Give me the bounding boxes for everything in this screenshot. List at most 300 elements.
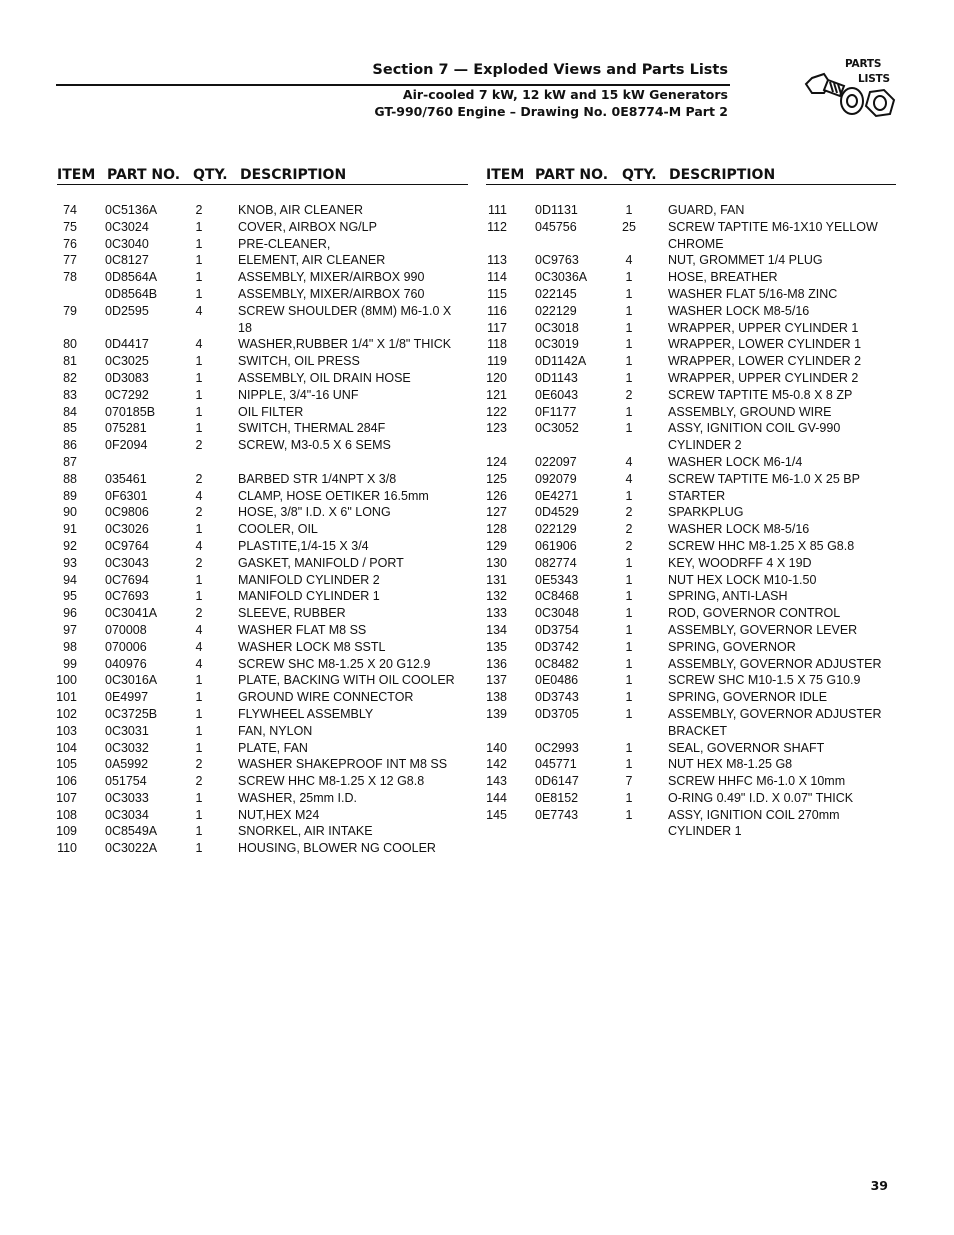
quantity: 1 <box>195 589 203 604</box>
item-number: 126 <box>486 488 507 503</box>
description: ASSEMBLY, GOVERNOR ADJUSTER BRACKET <box>668 706 882 738</box>
badge-line-parts: PARTS <box>845 58 882 70</box>
part-number: 0C7694 <box>105 572 149 587</box>
quantity: 1 <box>625 572 633 587</box>
quantity: 1 <box>625 203 633 217</box>
item-number: 87 <box>63 454 77 469</box>
table-row <box>485 756 898 773</box>
description: GUARD, FAN <box>668 203 745 217</box>
part-number: 035461 <box>105 471 147 486</box>
part-number: 022097 <box>535 454 577 469</box>
item-number: 145 <box>486 807 507 822</box>
description: SCREW SHC M10-1.5 X 75 G10.9 <box>668 673 861 688</box>
table-row <box>485 672 898 689</box>
item-number: 116 <box>487 303 507 318</box>
table-row <box>485 488 898 505</box>
description: SCREW TAPTITE M6-1.0 X 25 BP <box>668 471 860 486</box>
table-row <box>55 219 468 236</box>
quantity: 4 <box>195 622 203 637</box>
table-row <box>55 336 468 353</box>
quantity: 1 <box>625 757 633 772</box>
part-number: 0C2993 <box>535 740 579 755</box>
quantity: 1 <box>625 690 633 705</box>
item-number: 137 <box>486 673 507 688</box>
quantity: 1 <box>625 354 633 369</box>
table-row <box>485 420 898 454</box>
item-number: 111 <box>487 203 507 217</box>
description: COVER, AIRBOX NG/LP <box>238 219 377 234</box>
table-row <box>55 202 468 219</box>
description: SWITCH, OIL PRESS <box>238 354 360 369</box>
item-number: 119 <box>487 354 507 369</box>
quantity: 1 <box>625 421 633 436</box>
item-number: 135 <box>486 639 507 654</box>
part-number: 0C3052 <box>535 421 579 436</box>
description: SPRING, GOVERNOR IDLE <box>668 690 828 705</box>
description: SCREW SHC M8-1.25 X 20 G12.9 <box>238 656 431 671</box>
quantity: 4 <box>195 488 203 503</box>
quantity: 1 <box>625 740 633 755</box>
header-part-no: PART NO. <box>535 167 609 183</box>
part-number: 0C7292 <box>105 387 149 402</box>
table-row <box>485 202 898 219</box>
description: SLEEVE, RUBBER <box>238 606 346 621</box>
quantity: 1 <box>625 639 633 654</box>
part-number: 0C3018 <box>535 320 579 335</box>
item-number: 83 <box>63 387 77 402</box>
table-row <box>485 572 898 589</box>
quantity: 1 <box>625 807 633 822</box>
quantity: 1 <box>195 286 203 301</box>
description: ASSY, IGNITION COIL GV-990 CYLINDER 2 <box>668 421 841 453</box>
quantity: 1 <box>195 253 203 268</box>
description: HOUSING, BLOWER NG COOLER <box>238 841 436 856</box>
description: SPARKPLUG <box>668 505 744 520</box>
quantity: 1 <box>195 219 203 234</box>
item-number: 90 <box>63 505 77 520</box>
quantity: 4 <box>195 538 203 553</box>
table-row <box>55 656 468 673</box>
table-row <box>485 689 898 706</box>
table-row <box>485 773 898 790</box>
description <box>238 454 468 471</box>
item-number: 139 <box>486 706 507 721</box>
quantity: 1 <box>195 841 203 856</box>
description: OIL FILTER <box>238 404 304 419</box>
right-parts-list <box>485 202 898 840</box>
description: O-RING 0.49" I.D. X 0.07" THICK <box>668 790 854 805</box>
header-rule <box>56 84 730 86</box>
quantity: 2 <box>625 522 633 537</box>
item-number: 110 <box>57 841 77 856</box>
part-number: 0D8564B <box>105 286 158 301</box>
part-number: 0D3705 <box>535 706 579 721</box>
description: SCREW HHFC M6-1.0 X 10mm <box>668 774 846 789</box>
quantity: 1 <box>625 320 633 335</box>
item-number: 128 <box>486 522 507 537</box>
table-row <box>55 773 468 790</box>
quantity: 4 <box>195 656 203 671</box>
quantity: 1 <box>625 606 633 621</box>
header-description: DESCRIPTION <box>240 167 347 183</box>
description: STARTER <box>668 488 726 503</box>
table-row <box>55 588 468 605</box>
item-number: 79 <box>63 303 77 318</box>
description: SCREW HHC M8-1.25 X 12 G8.8 <box>238 774 425 789</box>
item-number: 115 <box>487 286 507 301</box>
quantity: 1 <box>625 555 633 570</box>
part-number: 082774 <box>535 555 577 570</box>
part-number: 0C3040 <box>105 236 149 251</box>
item-number: 109 <box>56 824 77 839</box>
description: MANIFOLD CYLINDER 2 <box>238 572 380 587</box>
description: SPRING, ANTI-LASH <box>668 589 788 604</box>
item-number: 101 <box>56 690 77 705</box>
quantity: 2 <box>195 505 203 520</box>
table-row <box>55 370 468 387</box>
item-number: 140 <box>486 740 507 755</box>
table-row <box>485 387 898 404</box>
item-number: 86 <box>63 438 77 453</box>
description: COOLER, OIL <box>238 522 318 537</box>
table-row <box>485 588 898 605</box>
table-row <box>485 320 898 337</box>
quantity: 1 <box>195 572 203 587</box>
header-item: ITEM <box>486 167 525 183</box>
subtitle-drawing: GT-990/760 Engine – Drawing No. 0E8774-M Part 2 <box>374 104 728 119</box>
quantity: 1 <box>195 354 203 369</box>
quantity: 1 <box>195 824 203 839</box>
description: WRAPPER, LOWER CYLINDER 2 <box>668 354 862 369</box>
table-row <box>55 790 468 807</box>
item-number: 108 <box>56 807 77 822</box>
quantity: 1 <box>195 807 203 822</box>
quantity: 1 <box>195 404 203 419</box>
table-row <box>485 622 898 639</box>
item-number: 134 <box>486 622 507 637</box>
item-number: 89 <box>63 488 77 503</box>
table-row <box>55 437 468 454</box>
description: NUT,HEX M24 <box>238 807 320 822</box>
table-row <box>55 269 468 286</box>
quantity: 1 <box>625 706 633 721</box>
description: ASSEMBLY, OIL DRAIN HOSE <box>238 370 411 385</box>
description: WASHER FLAT M8 SS <box>238 622 367 637</box>
item-number: 74 <box>63 203 77 217</box>
part-number: 022145 <box>535 286 577 301</box>
description: ELEMENT, AIR CLEANER <box>238 253 386 268</box>
description: WRAPPER, UPPER CYLINDER 2 <box>668 370 859 385</box>
table-row <box>55 756 468 773</box>
left-parts-list <box>55 202 468 857</box>
table-row <box>55 555 468 572</box>
badge-line-lists: LISTS <box>858 73 890 85</box>
part-number: 0F2094 <box>105 438 148 453</box>
description: NUT HEX LOCK M10-1.50 <box>668 572 817 587</box>
part-number: 0C9806 <box>105 505 149 520</box>
right-column-header <box>486 167 896 185</box>
table-row <box>55 387 468 404</box>
quantity: 1 <box>195 387 203 402</box>
quantity: 4 <box>625 471 633 486</box>
item-number: 121 <box>486 387 507 402</box>
item-number: 132 <box>486 589 507 604</box>
item-number: 102 <box>56 706 77 721</box>
part-number: 0E4997 <box>105 690 149 705</box>
description: FAN, NYLON <box>238 723 313 738</box>
description: NUT HEX M8-1.25 G8 <box>668 757 793 772</box>
description: ASSEMBLY, MIXER/AIRBOX 760 <box>238 286 425 301</box>
section-title: Section 7 — Exploded Views and Parts Lists <box>372 62 728 78</box>
table-row <box>55 236 468 253</box>
header-qty: QTY. <box>622 167 657 183</box>
quantity: 1 <box>195 690 203 705</box>
item-number: 144 <box>486 790 507 805</box>
item-number: 88 <box>63 471 77 486</box>
description: PLATE, FAN <box>238 740 308 755</box>
quantity: 1 <box>195 673 203 688</box>
part-number: 0C9764 <box>105 538 149 553</box>
quantity: 1 <box>195 236 203 251</box>
table-row <box>55 303 468 337</box>
description: WASHER,RUBBER 1/4" X 1/8" THICK <box>238 337 452 352</box>
part-number: 0C3032 <box>105 740 149 755</box>
table-row <box>55 672 468 689</box>
subtitle-generators: Air-cooled 7 kW, 12 kW and 15 kW Generators <box>402 87 728 102</box>
quantity: 1 <box>625 790 633 805</box>
part-number: 022129 <box>535 303 577 318</box>
part-number: 070185B <box>105 404 156 419</box>
item-number: 77 <box>63 253 77 268</box>
part-number: 0C3019 <box>535 337 579 352</box>
part-number: 0A5992 <box>105 757 149 772</box>
quantity: 1 <box>625 370 633 385</box>
part-number: 0E5343 <box>535 572 579 587</box>
item-number: 114 <box>487 270 507 285</box>
part-number: 0C3022A <box>105 841 158 856</box>
part-number: 0C3026 <box>105 522 149 537</box>
item-number: 92 <box>63 538 77 553</box>
description: ROD, GOVERNOR CONTROL <box>668 606 841 621</box>
item-number: 94 <box>63 572 77 587</box>
table-row <box>55 740 468 757</box>
item-number: 117 <box>487 320 507 335</box>
part-number: 0F1177 <box>535 404 577 419</box>
item-number: 118 <box>487 337 507 352</box>
table-row <box>55 538 468 555</box>
part-number: 0D1143 <box>535 370 578 385</box>
quantity: 1 <box>625 337 633 352</box>
item-number: 143 <box>486 774 507 789</box>
item-number: 130 <box>486 555 507 570</box>
part-number: 045756 <box>535 219 577 234</box>
item-number: 106 <box>56 774 77 789</box>
header-qty: QTY. <box>193 167 228 183</box>
table-row <box>485 269 898 286</box>
part-number: 0D3742 <box>535 639 579 654</box>
item-number: 80 <box>63 337 77 352</box>
description: SCREW SHOULDER (8MM) M6-1.0 X 18 <box>238 303 452 335</box>
description: MANIFOLD CYLINDER 1 <box>238 589 380 604</box>
header-item: ITEM <box>57 167 96 183</box>
table-row <box>55 807 468 824</box>
description: SCREW TAPTITE M5-0.8 X 8 ZP <box>668 387 853 402</box>
quantity: 1 <box>195 370 203 385</box>
description: SCREW, M3-0.5 X 6 SEMS <box>238 438 391 453</box>
description: ASSEMBLY, MIXER/AIRBOX 990 <box>238 270 425 285</box>
quantity: 1 <box>625 622 633 637</box>
item-number: 129 <box>486 538 507 553</box>
description: KEY, WOODRFF 4 X 19D <box>668 555 812 570</box>
quantity: 4 <box>195 303 203 318</box>
part-number: 0C3025 <box>105 354 149 369</box>
quantity: 2 <box>625 538 633 553</box>
item-number: 76 <box>63 236 77 251</box>
table-row <box>485 740 898 757</box>
quantity: 1 <box>625 303 633 318</box>
quantity: 2 <box>195 438 203 453</box>
item-number: 107 <box>56 790 77 805</box>
quantity: 4 <box>625 253 633 268</box>
left-column-header <box>57 167 468 185</box>
table-row <box>55 521 468 538</box>
item-number: 93 <box>63 555 77 570</box>
table-row <box>485 555 898 572</box>
part-number: 070008 <box>105 622 147 637</box>
quantity: 1 <box>625 673 633 688</box>
quantity: 1 <box>625 404 633 419</box>
item-number: 112 <box>487 219 507 234</box>
description: WASHER FLAT 5/16-M8 ZINC <box>668 286 838 301</box>
item-number: 120 <box>486 370 507 385</box>
table-row <box>485 286 898 303</box>
quantity: 2 <box>195 471 203 486</box>
item-number: 113 <box>487 253 507 268</box>
quantity: 1 <box>625 488 633 503</box>
part-number: 0C3031 <box>105 723 149 738</box>
item-number: 99 <box>63 656 77 671</box>
part-number: 0C3034 <box>105 807 149 822</box>
table-row <box>485 807 898 841</box>
description: CLAMP, HOSE OETIKER 16.5mm <box>238 488 429 503</box>
part-number: 0C5136A <box>105 203 158 217</box>
part-number: 040976 <box>105 656 147 671</box>
quantity: 4 <box>625 454 633 469</box>
description: ASSEMBLY, GROUND WIRE <box>668 404 832 419</box>
quantity: 1 <box>625 270 633 285</box>
table-row <box>55 605 468 622</box>
description: SCREW TAPTITE M6-1X10 YELLOW CHROME <box>668 219 878 251</box>
quantity: 2 <box>195 606 203 621</box>
description: GASKET, MANIFOLD / PORT <box>238 555 404 570</box>
description: SCREW HHC M8-1.25 X 85 G8.8 <box>668 538 855 553</box>
part-number: 0C3036A <box>535 270 588 285</box>
part-number: 0D4417 <box>105 337 149 352</box>
part-number: 0D4529 <box>535 505 579 520</box>
part-number: 0D3083 <box>105 370 149 385</box>
item-number: 122 <box>486 404 507 419</box>
item-number: 91 <box>63 522 77 537</box>
description: WASHER LOCK M8-5/16 <box>668 522 810 537</box>
item-number: 133 <box>486 606 507 621</box>
quantity: 1 <box>195 790 203 805</box>
description: SNORKEL, AIR INTAKE <box>238 824 373 839</box>
quantity: 2 <box>195 757 203 772</box>
part-number: 022129 <box>535 522 577 537</box>
item-number: 105 <box>56 757 77 772</box>
item-number: 78 <box>63 270 77 285</box>
item-number: 142 <box>486 757 507 772</box>
part-number: 0D1142A <box>535 354 587 369</box>
description: ASSEMBLY, GOVERNOR ADJUSTER <box>668 656 882 671</box>
description: WASHER LOCK M8-5/16 <box>668 303 810 318</box>
item-number: 131 <box>486 572 507 587</box>
part-number: 0C3048 <box>535 606 579 621</box>
part-number: 075281 <box>105 421 147 436</box>
quantity: 1 <box>625 589 633 604</box>
header-description: DESCRIPTION <box>669 167 776 183</box>
header-part-no: PART NO. <box>107 167 181 183</box>
item-number: 82 <box>63 370 77 385</box>
part-number: 0D2595 <box>105 303 149 318</box>
item-number: 136 <box>486 656 507 671</box>
description: PLASTITE,1/4-15 X 3/4 <box>238 538 369 553</box>
table-row <box>55 723 468 740</box>
table-row <box>55 622 468 639</box>
table-row <box>55 504 468 521</box>
table-row <box>55 404 468 421</box>
description: PLATE, BACKING WITH OIL COOLER <box>238 673 455 688</box>
item-number: 95 <box>63 589 77 604</box>
quantity: 1 <box>625 286 633 301</box>
part-number: 0E6043 <box>535 387 579 402</box>
part-number: 0F6301 <box>105 488 148 503</box>
description: WRAPPER, UPPER CYLINDER 1 <box>668 320 859 335</box>
item-number: 125 <box>486 471 507 486</box>
part-number: 0C8127 <box>105 253 149 268</box>
part-number: 0D8564A <box>105 270 158 285</box>
part-number: 0D3754 <box>535 622 579 637</box>
description: SPRING, GOVERNOR <box>668 639 796 654</box>
part-number: 070006 <box>105 639 147 654</box>
item-number: 96 <box>63 606 77 621</box>
description: ASSEMBLY, GOVERNOR LEVER <box>668 622 858 637</box>
table-row <box>485 605 898 622</box>
description: ASSY, IGNITION COIL 270mm CYLINDER 1 <box>668 807 840 839</box>
table-row <box>485 706 898 740</box>
quantity: 2 <box>625 387 633 402</box>
part-number: 0C3725B <box>105 706 158 721</box>
item-number: 98 <box>63 639 77 654</box>
part-number: 0C7693 <box>105 589 149 604</box>
quantity: 4 <box>195 639 203 654</box>
table-row <box>485 370 898 387</box>
part-number: 0E0486 <box>535 673 579 688</box>
quantity: 1 <box>625 656 633 671</box>
table-row <box>55 454 468 471</box>
table-row <box>55 639 468 656</box>
part-number: 0C8482 <box>535 656 579 671</box>
table-row <box>485 656 898 673</box>
quantity: 2 <box>195 774 203 789</box>
quantity: 2 <box>625 505 633 520</box>
item-number: 84 <box>63 404 77 419</box>
part-number: 0D3743 <box>535 690 579 705</box>
table-row <box>55 420 468 437</box>
table-row <box>55 471 468 488</box>
item-number: 124 <box>486 454 507 469</box>
description: HOSE, 3/8" I.D. X 6" LONG <box>238 505 391 520</box>
